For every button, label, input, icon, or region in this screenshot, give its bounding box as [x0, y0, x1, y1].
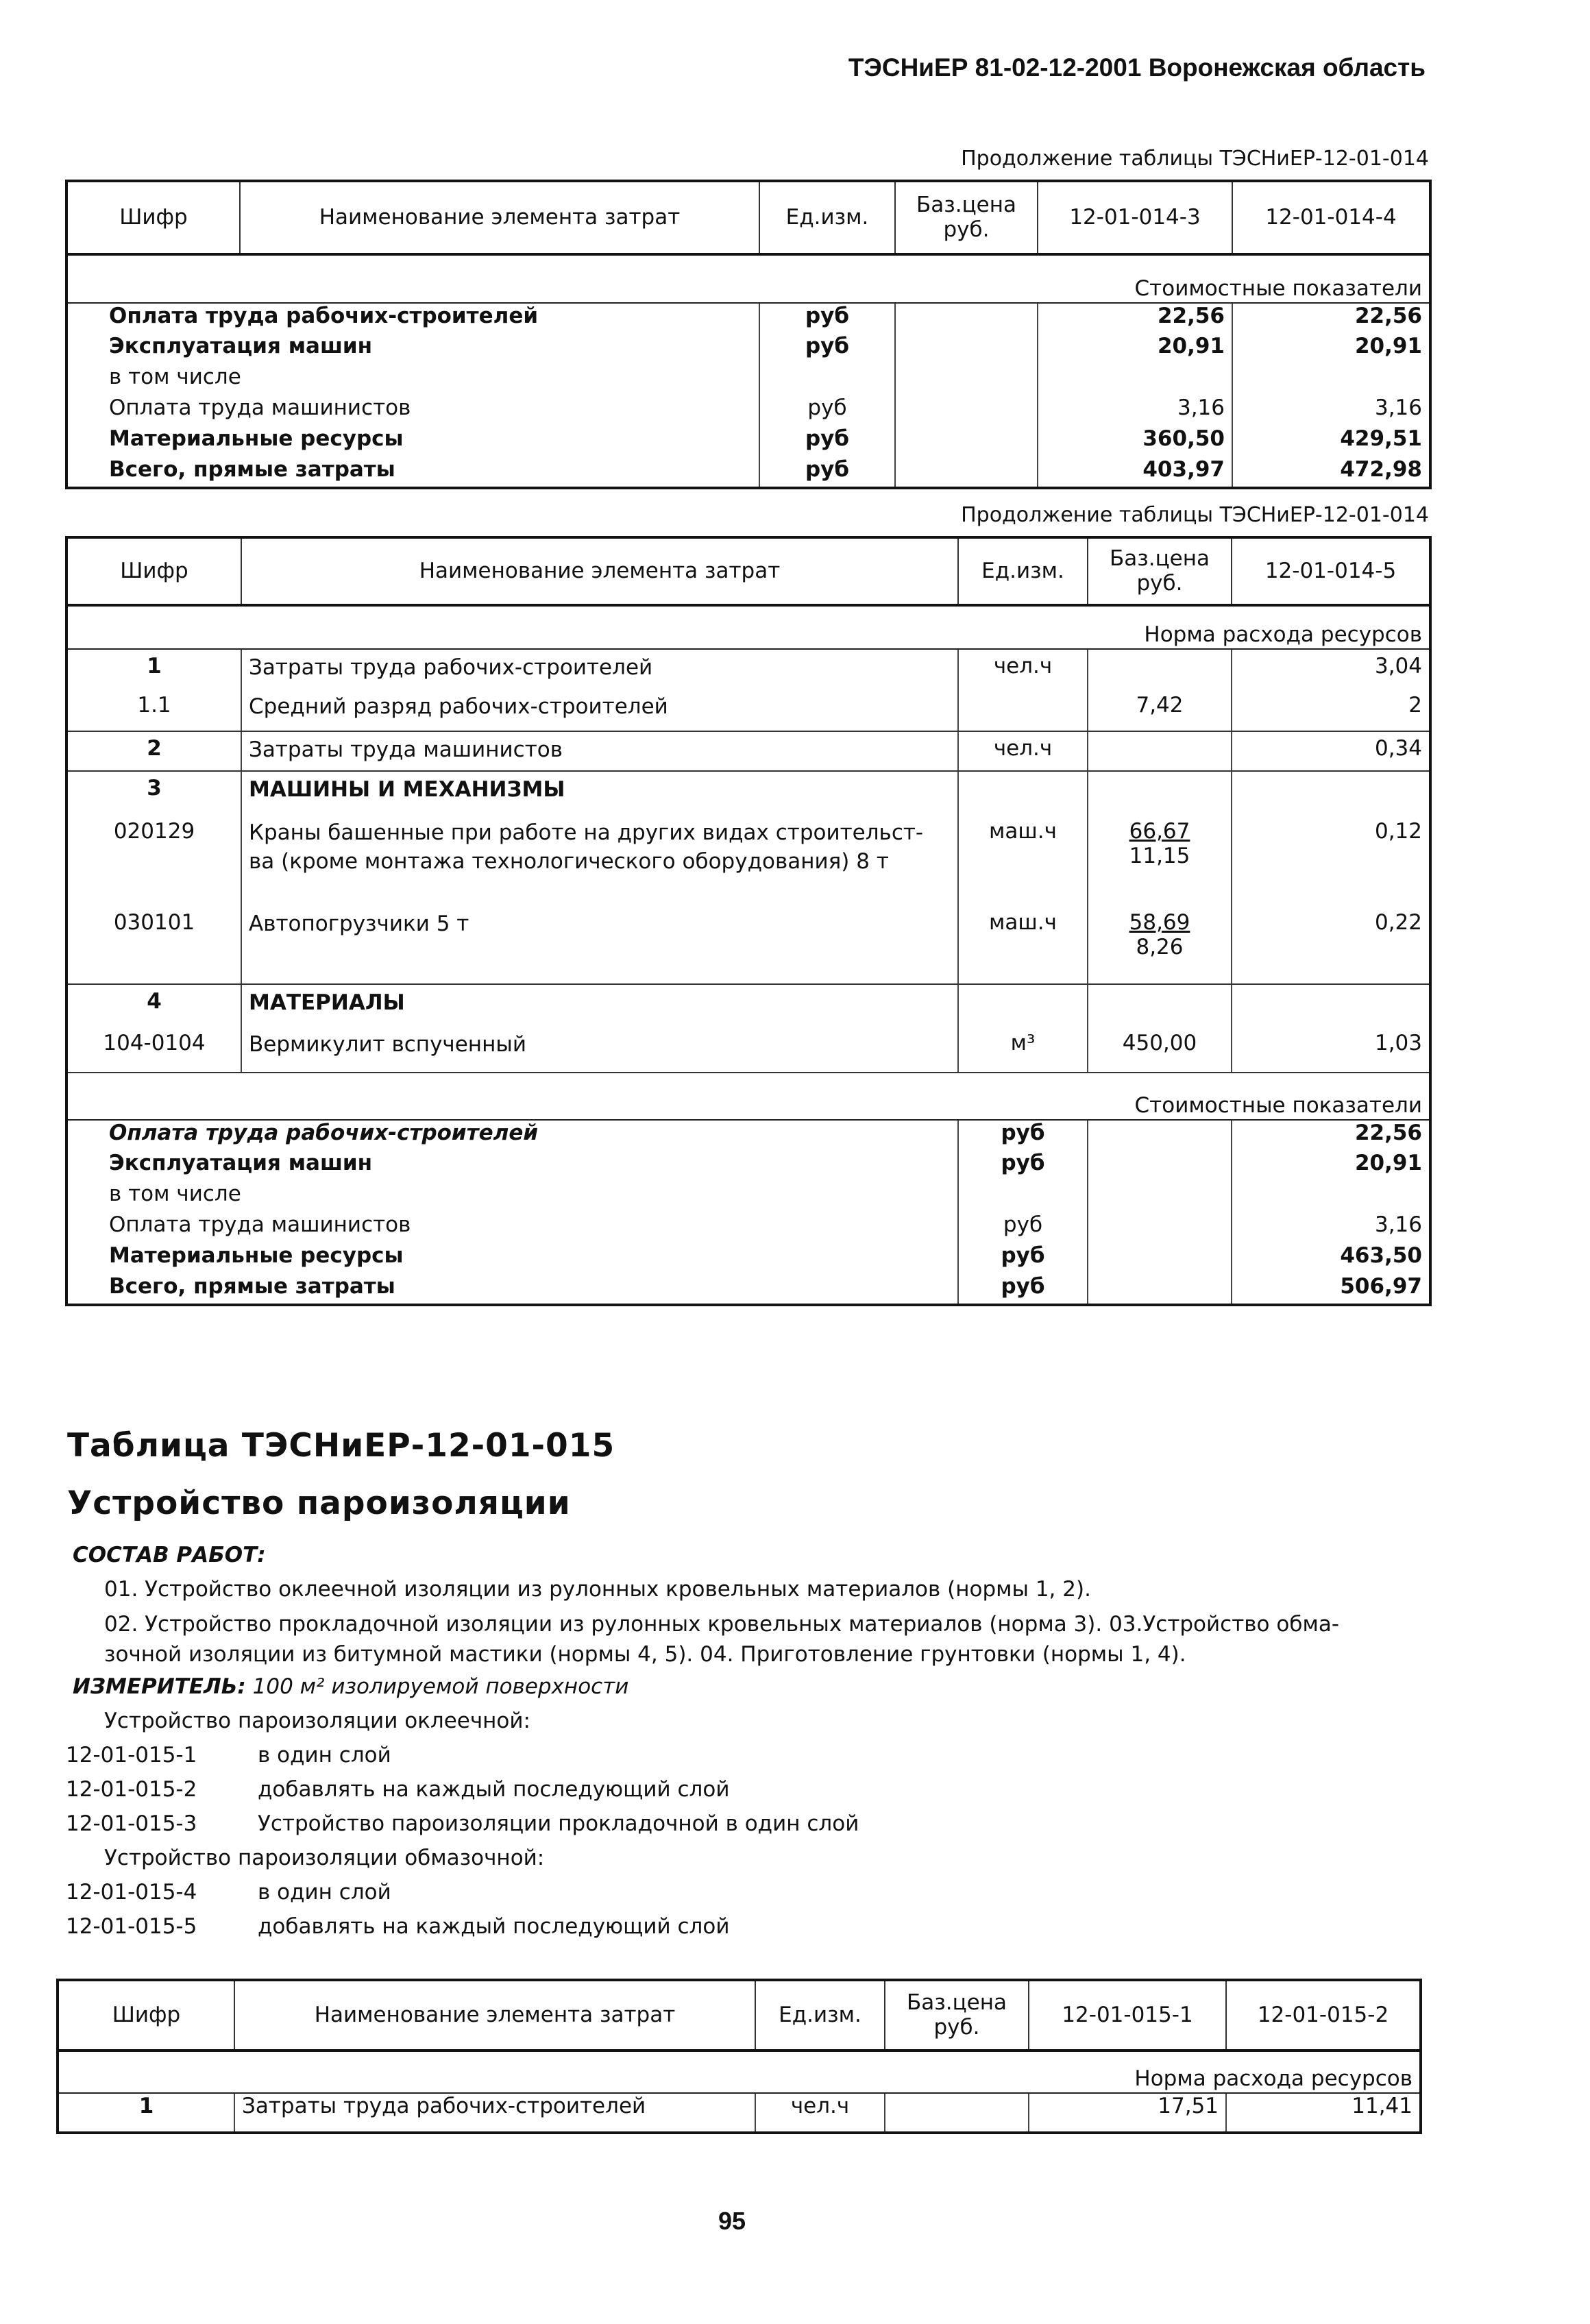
table-row	[66, 303, 1430, 334]
name-cell: Оплата труда рабочих-строителей	[66, 303, 759, 334]
norm-code: 12-01-015-3	[66, 1811, 197, 1836]
table-title: Таблица ТЭСНиЕР-12-01-015	[67, 1427, 615, 1465]
value-cell: 20,91	[1232, 1151, 1430, 1182]
value-cell: 472,98	[1232, 457, 1430, 488]
header-code: Шифр	[58, 1980, 234, 2051]
base-price-cell	[1088, 689, 1232, 731]
code-cell: 104-0104	[66, 1027, 241, 1073]
header-code: Шифр	[66, 537, 241, 605]
base-price-cell	[1088, 771, 1232, 815]
header-norm-col: 12-01-014-5	[1232, 537, 1430, 605]
code-cell: 2	[66, 731, 241, 771]
table-row	[66, 731, 1430, 771]
code-cell: 4	[147, 989, 162, 1014]
base-price-cell	[1088, 906, 1232, 984]
unit-cell: руб	[958, 1274, 1088, 1305]
table-row	[66, 984, 1430, 1027]
norm-code: 12-01-015-1	[66, 1743, 197, 1768]
value-cell	[1232, 771, 1430, 815]
header-base-price: Баз.цена руб.	[895, 181, 1038, 254]
base-price-cell	[1088, 1243, 1232, 1274]
code-cell: 1	[138, 2094, 154, 2118]
table1-caption: Продолжение таблицы ТЭСНиЕР-12-01-014	[961, 147, 1429, 171]
table2-caption: Продолжение таблицы ТЭСНиЕР-12-01-014	[961, 503, 1429, 527]
table-row	[66, 1182, 1430, 1212]
unit-cell: маш.ч	[958, 906, 1088, 984]
value-cell: 17,51	[1029, 2093, 1226, 2133]
base-price-cell	[895, 303, 1038, 334]
unit-cell: чел.ч	[958, 731, 1088, 771]
table1	[65, 180, 1432, 489]
table-row	[66, 426, 1430, 457]
table3-header-row	[58, 1980, 1421, 2051]
unit-cell: руб	[759, 334, 895, 365]
table-row	[66, 689, 1430, 731]
table-subtitle: Устройство пароизоляции	[67, 1484, 571, 1522]
running-head: ТЭСНиЕР 81-02-12-2001 Воронежская область	[848, 53, 1426, 82]
base-price-cell	[885, 2093, 1029, 2133]
header-norm-col: 12-01-015-1	[1029, 1980, 1226, 2051]
base-price-cell	[1088, 731, 1232, 771]
header-unit: Ед.изм.	[759, 181, 895, 254]
value-cell: 22,56	[1038, 303, 1232, 334]
value-cell: 3,16	[1038, 395, 1232, 426]
group-label: Устройство пароизоляции оклеечной:	[104, 1709, 530, 1733]
name-cell: Затраты труда рабочих-строителей	[234, 2093, 755, 2133]
base-price-cell	[895, 334, 1038, 365]
work-item: зочной изоляции из битумной мастики (нормы 4, 5). 04. Приготовление грунтовки (нормы 1, 4).	[104, 1642, 1186, 1667]
value-cell: 3,16	[1232, 1212, 1430, 1243]
work-item: 01. Устройство оклеечной изоляции из рулонных кровельных материалов (нормы 1, 2).	[104, 1577, 1091, 1602]
table-row	[66, 771, 1430, 815]
value-cell: 0,22	[1232, 906, 1430, 984]
base-price-cell	[1088, 1151, 1232, 1182]
table1-header-row	[66, 181, 1430, 254]
header-norm-col: 12-01-015-2	[1226, 1980, 1421, 2051]
norm-text: в один слой	[258, 1880, 391, 1905]
header-code: Шифр	[66, 181, 240, 254]
header-unit: Ед.изм.	[755, 1980, 885, 2051]
value-cell: 22,56	[1232, 303, 1430, 334]
base-price-cell	[1088, 1274, 1232, 1305]
base-price-wage: 11,15	[1129, 844, 1190, 868]
base-price-total: 7,42	[1136, 693, 1184, 718]
value-cell: 0,12	[1232, 815, 1430, 906]
base-price-cell	[895, 365, 1038, 395]
table-row	[66, 1243, 1430, 1274]
base-price-cell	[1088, 1027, 1232, 1073]
header-norm-col: 12-01-014-3	[1038, 181, 1232, 254]
name-cell: Материальные ресурсы	[66, 426, 759, 457]
base-price-wage: 8,26	[1136, 935, 1184, 959]
unit-cell: руб	[759, 303, 895, 334]
norm-item	[66, 1807, 1436, 1841]
value-cell: 20,91	[1232, 334, 1430, 365]
norm-code: 12-01-015-2	[66, 1777, 197, 1802]
name-cell: Автопогрузчики 5 т	[241, 906, 958, 984]
base-price-cell	[1088, 1182, 1232, 1212]
unit-cell: м³	[958, 1027, 1088, 1073]
base-price-total: 66,67	[1129, 819, 1190, 844]
unit-cell	[958, 689, 1088, 731]
code-cell: 1.1	[66, 689, 241, 731]
unit-cell: руб	[759, 457, 895, 488]
base-price-cell	[1088, 984, 1232, 1027]
section-row	[58, 2051, 1421, 2093]
name-cell: Затраты труда машинистов	[241, 731, 958, 771]
table-row	[58, 2093, 1421, 2133]
name-cell: Оплата труда машинистов	[66, 395, 759, 426]
value-cell: 403,97	[1038, 457, 1232, 488]
work-description	[66, 1538, 1436, 1944]
name-cell: в том числе	[109, 1182, 241, 1206]
section-label: Стоимостные показатели	[66, 1073, 1430, 1120]
code-cell: 1	[147, 654, 162, 678]
section-row	[66, 605, 1430, 649]
header-name: Наименование элемента затрат	[234, 1980, 755, 2051]
unit-cell: руб	[958, 1212, 1088, 1243]
value-cell: 0,34	[1232, 731, 1430, 771]
work-item: 02. Устройство прокладочной изоляции из рулонных кровельных материалов (норма 3). 03.Устройство обма-	[104, 1612, 1340, 1637]
table-row	[66, 906, 1430, 984]
value-cell: 1,03	[1232, 1027, 1430, 1073]
value-cell	[1232, 365, 1430, 395]
name-cell: Оплата труда машинистов	[109, 1212, 411, 1237]
table-row	[66, 815, 1430, 906]
code-cell: 3	[147, 776, 162, 800]
value-cell: 22,56	[1232, 1120, 1430, 1151]
meter	[66, 1669, 1436, 1704]
name-cell: Эксплуатация машин	[109, 1151, 373, 1175]
section-label: Норма расхода ресурсов	[58, 2051, 1421, 2093]
table-row	[66, 1027, 1430, 1073]
code-cell: 030101	[66, 906, 241, 984]
value-cell: 463,50	[1232, 1243, 1430, 1274]
unit-cell	[759, 365, 895, 395]
norm-item	[66, 1738, 1436, 1772]
norm-text: добавлять на каждый последующий слой	[258, 1777, 730, 1802]
norm-text: добавлять на каждый последующий слой	[258, 1914, 730, 1939]
table-row	[66, 395, 1430, 426]
meter-value: 100 м² изолируемой поверхности	[252, 1674, 629, 1699]
value-cell: 20,91	[1038, 334, 1232, 365]
table-row	[66, 1120, 1430, 1151]
table-row	[66, 1151, 1430, 1182]
norm-text: Устройство пароизоляции прокладочной в один слой	[258, 1811, 859, 1836]
name-cell: Материальные ресурсы	[109, 1243, 404, 1268]
norm-code: 12-01-015-5	[66, 1914, 197, 1939]
name-cell: Эксплуатация машин	[66, 334, 759, 365]
value-cell: 3,04	[1232, 649, 1430, 689]
section-row	[66, 254, 1430, 303]
norm-item	[66, 1909, 1436, 1944]
meter-label: ИЗМЕРИТЕЛЬ:	[73, 1674, 246, 1699]
table-row	[66, 649, 1430, 689]
norm-item	[66, 1875, 1436, 1909]
base-price-cell	[895, 395, 1038, 426]
name-cell: Затраты труда рабочих-строителей	[241, 649, 958, 689]
unit-cell: руб	[958, 1243, 1088, 1274]
unit-cell	[958, 771, 1088, 815]
table2	[65, 536, 1432, 1306]
unit-cell: руб	[958, 1151, 1088, 1182]
table-row	[66, 457, 1430, 488]
base-price-cell	[1088, 1212, 1232, 1243]
name-cell: Вермикулит вспученный	[241, 1027, 958, 1073]
unit-cell: руб	[958, 1120, 1088, 1151]
base-price-cell	[1088, 815, 1232, 906]
base-price-total: 450,00	[1122, 1031, 1197, 1055]
norm-code: 12-01-015-4	[66, 1880, 197, 1905]
unit-cell: маш.ч	[958, 815, 1088, 906]
value-cell: 11,41	[1226, 2093, 1421, 2133]
table2-header-row	[66, 537, 1430, 605]
name-cell: Всего, прямые затраты	[66, 457, 759, 488]
header-name: Наименование элемента затрат	[240, 181, 759, 254]
name-cell: Краны башенные при работе на других видах строительст- ва (кроме монтажа технологического оборудования) 8 т	[241, 815, 958, 906]
table3	[56, 1979, 1422, 2134]
unit-cell: руб	[759, 395, 895, 426]
norm-item	[66, 1772, 1436, 1807]
unit-cell	[958, 984, 1088, 1027]
value-cell: 429,51	[1232, 426, 1430, 457]
table-row	[66, 1274, 1430, 1305]
value-cell: 506,97	[1232, 1274, 1430, 1305]
norm-text: в один слой	[258, 1743, 391, 1768]
unit-cell: чел.ч	[755, 2093, 885, 2133]
name-cell: Средний разряд рабочих-строителей	[241, 689, 958, 731]
base-price-cell	[895, 457, 1038, 488]
header-base-price: Баз.цена руб.	[1088, 537, 1232, 605]
header-unit: Ед.изм.	[958, 537, 1088, 605]
name-cell: в том числе	[66, 365, 759, 395]
works-label: СОСТАВ РАБОТ:	[73, 1543, 266, 1567]
header-name: Наименование элемента затрат	[241, 537, 958, 605]
value-cell	[1232, 1182, 1430, 1212]
group-label: Устройство пароизоляции обмазочной:	[104, 1846, 545, 1870]
header-base-price: Баз.цена руб.	[885, 1980, 1029, 2051]
unit-cell: чел.ч	[958, 649, 1088, 689]
value-cell: 360,50	[1038, 426, 1232, 457]
name-cell: Оплата труда рабочих-строителей	[109, 1121, 539, 1145]
page-number: 95	[718, 2207, 746, 2235]
name-cell: МАШИНЫ И МЕХАНИЗМЫ	[241, 771, 958, 815]
value-cell	[1232, 984, 1430, 1027]
code-cell: 020129	[113, 819, 195, 844]
section-label: Норма расхода ресурсов	[66, 605, 1430, 649]
base-price-cell	[1088, 1120, 1232, 1151]
table-row	[66, 334, 1430, 365]
name-cell: МАТЕРИАЛЫ	[241, 984, 958, 1027]
base-price-cell	[895, 426, 1038, 457]
name-cell: Всего, прямые затраты	[109, 1274, 395, 1299]
base-price-cell	[1088, 649, 1232, 689]
header-norm-col: 12-01-014-4	[1232, 181, 1430, 254]
table-row	[66, 1212, 1430, 1243]
table-row	[66, 365, 1430, 395]
value-cell: 3,16	[1232, 395, 1430, 426]
value-cell	[1038, 365, 1232, 395]
base-price-total: 58,69	[1129, 910, 1190, 935]
section-label: Стоимостные показатели	[66, 254, 1430, 303]
unit-cell: руб	[759, 426, 895, 457]
value-cell: 2	[1232, 689, 1430, 731]
unit-cell	[958, 1182, 1088, 1212]
section-row	[66, 1073, 1430, 1120]
